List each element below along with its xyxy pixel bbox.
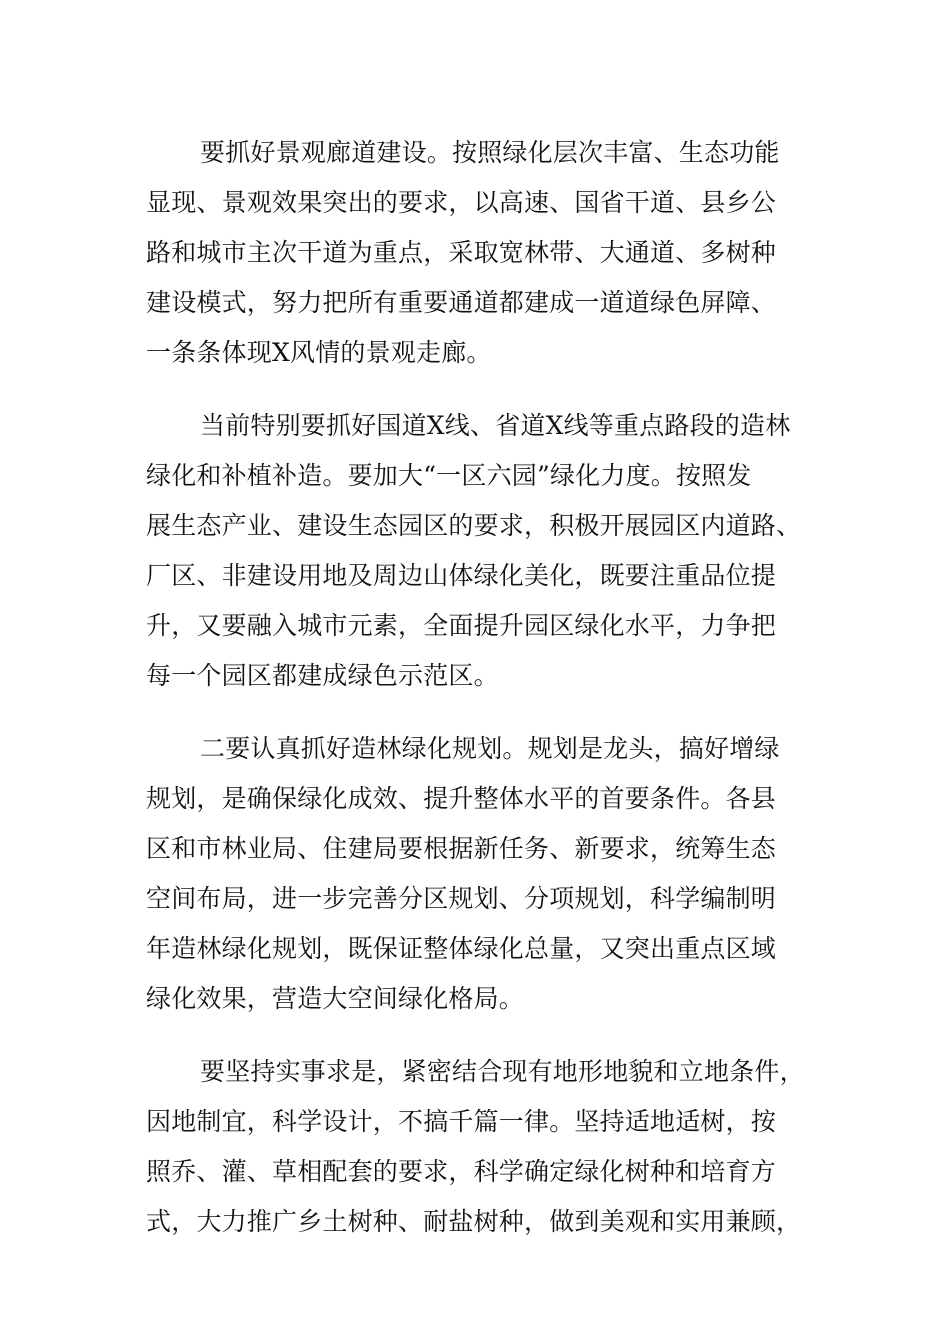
paragraph-line: 绿化效果，营造大空间绿化格局。: [146, 984, 525, 1013]
paragraph-line: 区和市林业局、住建局要根据新任务、新要求，统筹生态: [146, 834, 777, 863]
paragraph-line: 厂区、非建设用地及周边山体绿化美化，既要注重品位提: [146, 561, 777, 590]
paragraph-line: 绿化和补植补造。要加大“一区六园”绿化力度。按照发: [146, 461, 752, 490]
paragraph-line: 空间布局，进一步完善分区规划、分项规划，科学编制明: [146, 884, 777, 913]
paragraph-line: 当前特别要抓好国道X线、省道X线等重点路段的造林: [200, 411, 791, 440]
paragraph-line: 式，大力推广乡土树种、耐盐树种，做到美观和实用兼顾，: [146, 1207, 802, 1236]
paragraph-line: 年造林绿化规划，既保证整体绿化总量，又突出重点区域: [146, 934, 777, 963]
paragraph-line: 升，又要融入城市元素，全面提升园区绿化水平，力争把: [146, 611, 777, 640]
paragraph-key-roads: [146, 401, 806, 701]
paragraph-line: 因地制宜，科学设计，不搞千篇一律。坚持适地适树，按: [146, 1107, 777, 1136]
paragraph-line: 路和城市主次干道为重点，采取宽林带、大通道、多树种: [146, 238, 777, 267]
paragraph-line: 展生态产业、建设生态园区的要求，积极开展园区内道路、: [146, 511, 802, 540]
paragraph-line: 显现、景观效果突出的要求，以高速、国省干道、县乡公: [146, 188, 777, 217]
paragraph-line: 要抓好景观廊道建设。按照绿化层次丰富、生态功能: [200, 138, 780, 167]
paragraph-line: 规划，是确保绿化成效、提升整体水平的首要条件。各县: [146, 784, 777, 813]
paragraph-greening-planning: [146, 724, 806, 1024]
paragraph-landscape-corridor: [146, 128, 806, 378]
paragraph-line: 要坚持实事求是，紧密结合现有地形地貌和立地条件，: [200, 1057, 805, 1086]
paragraph-line: 每一个园区都建成绿色示范区。: [146, 661, 499, 690]
paragraph-line: 二要认真抓好造林绿化规划。规划是龙头，搞好增绿: [200, 734, 780, 763]
paragraph-line: 照乔、灌、草相配套的要求，科学确定绿化树种和培育方: [146, 1157, 777, 1186]
paragraph-practical-design: [146, 1047, 806, 1247]
paragraph-line: 建设模式，努力把所有重要通道都建成一道道绿色屏障、: [146, 288, 777, 317]
paragraph-line: 一条条体现X风情的景观走廊。: [146, 338, 492, 367]
document-body: [146, 128, 806, 1270]
